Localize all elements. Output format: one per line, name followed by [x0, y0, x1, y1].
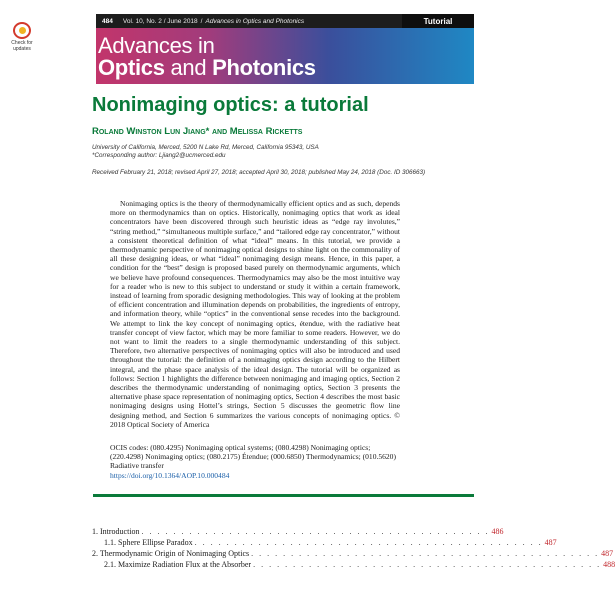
toc-label: 1. Introduction	[92, 527, 140, 536]
affiliation-address: University of California, Merced, 5200 N Lake Rd, Merced, California 95343, USA	[92, 144, 319, 151]
check-for-updates-badge[interactable]	[8, 22, 36, 52]
toc-entry[interactable]	[92, 537, 557, 548]
banner-line-1: Advances in	[98, 33, 215, 58]
corresponding-author: *Corresponding author: Ljiang2@ucmerced.edu	[92, 152, 226, 159]
header-separator: /	[200, 17, 203, 25]
table-of-contents	[92, 526, 615, 570]
section-label: Tutorial	[402, 14, 474, 28]
toc-page: 487	[544, 538, 557, 547]
volume-issue: Vol. 10, No. 2 / June 2018	[122, 17, 198, 25]
page-number: 484	[102, 17, 113, 25]
journal-banner	[96, 28, 474, 84]
toc-leader: . . . . . . . . . . . . . . . . . . . . . . . . . . . . . . . . . . . . . . . . . . . .	[251, 549, 600, 558]
doi-link[interactable]: https://doi.org/10.1364/AOP.10.000484	[110, 470, 230, 480]
toc-entry[interactable]	[92, 526, 504, 537]
toc-entry[interactable]	[92, 548, 614, 559]
toc-label: 1.1. Sphere Ellipse Paradox	[104, 538, 193, 547]
ocis-codes	[110, 443, 400, 480]
toc-leader: . . . . . . . . . . . . . . . . . . . . . . . . . . . . . . . . . . . . . . . . . . . .	[141, 527, 490, 536]
banner-word-photonics: Photonics	[212, 55, 316, 80]
badge-label: Check for updates	[11, 40, 33, 52]
toc-leader: . . . . . . . . . . . . . . . . . . . . . . . . . . . . . . . . . . . . . . . . . . . .	[194, 538, 543, 547]
article-title: Nonimaging optics: a tutorial	[92, 94, 369, 116]
toc-page: 488	[603, 560, 615, 569]
section-divider	[93, 494, 474, 497]
banner-word-optics: Optics	[98, 55, 171, 80]
publication-dates: Received February 21, 2018; revised April 27, 2018; accepted April 30, 2018; published May 24, 2018 (Doc. ID 306663)	[92, 169, 426, 176]
crossmark-icon	[13, 22, 31, 39]
affiliations	[92, 144, 319, 160]
toc-page: 487	[601, 549, 614, 558]
journal-name: Advances in Optics and Photonics	[205, 17, 305, 25]
banner-line-2	[98, 57, 316, 79]
journal-header-bar	[96, 14, 474, 28]
banner-word-and: and	[170, 55, 213, 80]
toc-page: 486	[491, 527, 504, 536]
toc-label: 2.1. Maximize Radiation Flux at the Absorber	[104, 560, 252, 569]
ocis-text: OCIS codes: (080.4295) Nonimaging optical systems; (080.4298) Nonimaging optics; (220.4298) Nonimaging optics; (080.2175) Étendue; (000.6850) Thermodynamics; (010.5620) Radiative transfer	[110, 443, 396, 471]
abstract: Nonimaging optics is the theory of thermodynamically efficient optics and as such, depends more on thermodynamics than on optics. Historically, nonimaging optics that work as ideal concentrators have been discovered through such heuristic ideas as “edge ray involutes,” “string method,” “simultaneous multiple surface,” and “tailored edge ray concentrator,” without a consistent theoretical definition of what “ideal” means. In this tutorial, we provide a thermodynamic perspective of nonimaging optical designs to shine light on the commonality of all these designing ideas, or what “ideal” nonimaging design means. Hence, in this paper, a condition for the “best” design is proposed based purely on thermodynamic arguments, which we believe have profound consequences. Thermodynamics may also be the most intuitive way for a reader who is new to this subject to understand or study it within a certain framework, instead of learning from sporadic designing methodologies. This way of looking at the problem of efficient concentration and illumination depends on probabilities, the ingredients of entropy, and information theory, while “optics” in the conventional sense recedes into the background. We attempt to link the key concept of nonimaging optics, étendue, with the radiative heat transfer concept of view factor, which may be more familiar to some readers. However, we do not want to limit the readers to a single thermodynamic understanding of this subject. Therefore, two alternative perspectives of nonimaging optics will also be introduced and used throughout the tutorial: the definition of a nonimaging optics design according to the Hilbert integral, and the phase space analysis of the ideal design. The tutorial will be organized as follows: Section 1 highlights the difference between nonimaging and imaging optics, Section 2 describes the thermodynamic understanding of nonimaging optics, Section 3 presents the alternative phase space representation of nonimaging optics, Section 4 describes the most basic nonimaging designs using Hottel’s strings, Section 5 discusses the geometric flow line designing method, and Section 6 summarizes the various concepts of nonimaging optics. © 2018 Optical Society of America	[110, 199, 400, 429]
toc-leader: . . . . . . . . . . . . . . . . . . . . . . . . . . . . . . . . . . . . . . . . . . . .	[253, 560, 602, 569]
toc-label: 2. Thermodynamic Origin of Nonimaging Optics	[92, 549, 250, 558]
toc-entry[interactable]	[92, 559, 615, 570]
author-list: Roland Winston Lun Jiang* and Melissa Ricketts	[92, 126, 303, 137]
